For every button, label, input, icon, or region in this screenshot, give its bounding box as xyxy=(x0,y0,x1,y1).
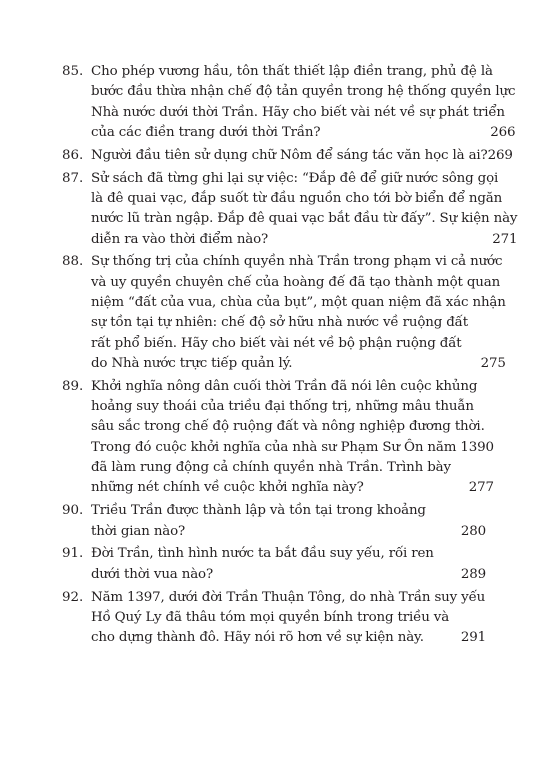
toc-entry-text xyxy=(91,252,506,374)
toc-page-number: 289 xyxy=(460,566,486,582)
toc-entry-line: hoảng suy thoái của triều đại thống trị, những mâu thuẫn xyxy=(91,399,474,415)
toc-entry-line: những nét chính về cuộc khởi nghĩa này? xyxy=(91,480,364,496)
toc-entry-line: sự tồn tại tự nhiên: chế độ sở hữu nhà nước về ruộng đất xyxy=(91,315,468,331)
toc-entry xyxy=(62,544,486,585)
toc-entry-last-line xyxy=(91,354,506,374)
toc-entry-last-line xyxy=(91,565,486,585)
toc-entry-last-line xyxy=(91,628,486,648)
toc-entry-number: 88. xyxy=(62,254,84,270)
toc-entry-number: 91. xyxy=(62,546,84,562)
toc-entry-number: 86. xyxy=(62,147,84,163)
toc-entry xyxy=(62,377,494,499)
table-of-contents xyxy=(62,62,518,651)
toc-entry xyxy=(62,62,516,143)
toc-entry-line: Người đầu tiên sử dụng chữ Nôm để sáng tác văn học là ai? xyxy=(91,147,488,163)
toc-entry-number: 89. xyxy=(62,378,84,394)
toc-entry-line: nước lũ tràn ngập. Đắp đê quai vạc bắt đầu từ đấy”. Sự kiện này xyxy=(91,211,518,227)
toc-entry-text xyxy=(91,501,486,542)
toc-page-number: 277 xyxy=(468,480,494,496)
toc-entry-text xyxy=(91,62,515,143)
toc-entry-line: do Nhà nước trực tiếp quản lý. xyxy=(91,355,293,371)
toc-entry-line: rất phổ biến. Hãy cho biết vài nét về bộ phận ruộng đất xyxy=(91,335,462,351)
toc-page-number: 271 xyxy=(492,231,518,247)
toc-entry-text xyxy=(91,146,513,166)
toc-entry-line: Đời Trần, tình hình nước ta bắt đầu suy yếu, rối ren xyxy=(91,546,434,562)
toc-entry-line: niệm “đất của vua, chùa của bụt”, một quan niệm đã xác nhận xyxy=(91,295,506,311)
toc-entry-number: 92. xyxy=(62,589,84,605)
toc-entry-line: Khởi nghĩa nông dân cuối thời Trần đã nói lên cuộc khủng xyxy=(91,378,478,394)
toc-page-number: 275 xyxy=(480,355,506,371)
toc-entry-line: Sự thống trị của chính quyền nhà Trần trong phạm vi cả nước xyxy=(91,254,503,270)
toc-entry xyxy=(62,169,518,250)
toc-entry-number: 87. xyxy=(62,170,84,186)
toc-entry-line: của các điền trang dưới thời Trần? xyxy=(91,124,321,140)
toc-entry xyxy=(62,252,506,374)
toc-page-number: 291 xyxy=(460,630,486,646)
toc-entry-line: là đê quai vạc, đắp suốt từ đầu nguồn cho tới bờ biển để ngăn xyxy=(91,190,503,206)
toc-entry-number: 90. xyxy=(62,503,84,519)
toc-entry-text xyxy=(91,588,486,649)
toc-entry-line: cho dựng thành đô. Hãy nói rõ hơn về sự kiện này. xyxy=(91,630,424,646)
toc-entry-line: thời gian nào? xyxy=(91,523,186,539)
toc-entry-last-line xyxy=(91,123,515,143)
toc-entry-number: 85. xyxy=(62,64,84,79)
toc-entry-line: và uy quyền chuyên chế của hoàng đế đã tạo thành một quan xyxy=(91,274,501,290)
toc-entry-text xyxy=(91,169,517,250)
toc-entry-line: đã làm rung động cả chính quyền nhà Trần. Trình bày xyxy=(91,460,451,476)
toc-entry-line: bước đầu thừa nhận chế độ tản quyền trong hệ thống quyền lực xyxy=(91,84,516,100)
toc-entry-last-line xyxy=(91,478,494,498)
toc-page-number: 266 xyxy=(490,124,516,140)
toc-entry xyxy=(62,501,486,542)
toc-entry xyxy=(62,146,513,166)
toc-entry-line: Hồ Quý Ly đã thâu tóm mọi quyền bính trong triều và xyxy=(91,609,450,625)
toc-entry-line: Năm 1397, dưới đời Trần Thuận Tông, do nhà Trần suy yếu xyxy=(91,589,486,605)
toc-entry-last-line xyxy=(91,230,517,250)
toc-entry-line: Triều Trần được thành lập và tồn tại trong khoảng xyxy=(91,503,426,519)
toc-entry-line: dưới thời vua nào? xyxy=(91,566,213,582)
toc-entry-line: diễn ra vào thời điểm nào? xyxy=(91,231,269,247)
toc-entry-line: Trong đó cuộc khởi nghĩa của nhà sư Phạm Sư Ôn năm 1390 xyxy=(91,439,494,455)
toc-entry-text xyxy=(91,544,486,585)
toc-entry-text xyxy=(91,377,494,499)
toc-entry-line: Cho phép vương hầu, tôn thất thiết lập điền trang, phủ đệ là xyxy=(91,64,493,79)
toc-entry xyxy=(62,588,486,649)
toc-entry-line: Sử sách đã từng ghi lại sự việc: “Đắp đê để giữ nước sông gọi xyxy=(91,170,499,186)
toc-entry-last-line xyxy=(91,146,513,166)
toc-entry-line: sâu sắc trong chế độ ruộng đất và nông nghiệp đương thời. xyxy=(91,419,485,435)
toc-page-number: 269 xyxy=(487,147,513,163)
toc-entry-line: Nhà nước dưới thời Trần. Hãy cho biết vài nét về sự phát triển xyxy=(91,104,505,120)
toc-entry-last-line xyxy=(91,522,486,542)
toc-page-number: 280 xyxy=(460,523,486,539)
